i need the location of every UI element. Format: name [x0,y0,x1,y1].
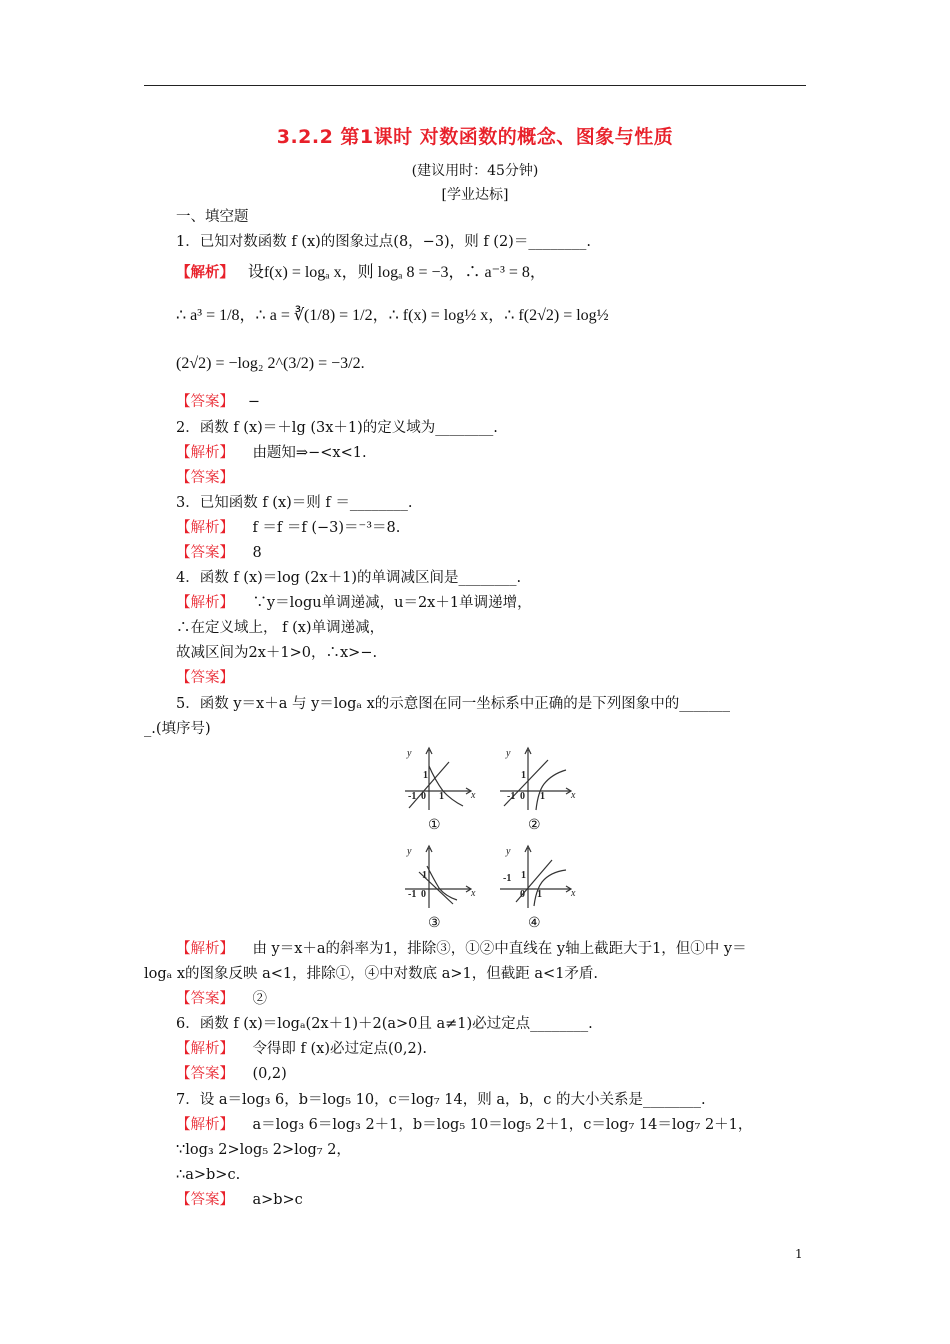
answer-tag: 【答案】 [176,1066,234,1082]
graph-2-tick-xm1: -1 [507,791,516,802]
q2-solution-row [176,443,367,463]
answer-tag: 【答案】 [176,545,234,561]
section-tag: [学业达标] [441,187,509,203]
time-note: (建议用时：45分钟) [411,163,539,179]
graph-1-tick-xm1: -1 [408,791,417,802]
q4-solution-line2: ∴在定义域上， f (x)单调递减， [176,620,385,636]
q5-answer: ② [252,991,267,1007]
q6-solution: 令得即 f (x)必过定点(0,2). [252,1041,427,1057]
q4-solution-line3: 故减区间为2x＋1>0，∴x>−. [176,645,378,661]
q7-solution-row [176,1115,752,1135]
q5-stem-cont: _.(填序号) [144,721,211,737]
q1-answer: − [247,394,260,410]
header-rule [144,85,806,86]
q5-solution-row [176,939,747,959]
graph-2-curve [536,770,566,810]
q1-answer-row [176,392,260,412]
q3-solution: f ＝f ＝f (−3)＝⁻³＝8. [252,520,401,536]
graph-2-y-label: y [506,748,511,759]
graph-3-tick-y1: 1 [422,870,427,881]
graph-2-tick-y1: 1 [521,770,526,781]
graph-1-tick-0: 0 [421,791,426,802]
jiexi-tag: 【解析】 [176,445,234,461]
jiexi-tag: 【解析】 [176,520,234,536]
graph-3-x-label: x [471,888,476,899]
jiexi-tag: 【解析】 [176,595,234,611]
q6-solution-row [176,1039,427,1059]
q1-solution-row [176,263,546,283]
q3-solution-row [176,518,400,538]
graph-4-tick-0: 0 [520,889,525,900]
q1-solution-line1: 设f(x) = logₐ x，则 logₐ 8 = −3，∴ a⁻³ = 8， [247,264,546,281]
q4-solution: ∵y＝logu单调递减，u＝2x＋1单调递增， [252,595,532,611]
graph-4-label: ④ [528,916,541,931]
q4-answer-row [176,668,234,688]
answer-tag: 【答案】 [176,1192,234,1208]
page-number: 1 [795,1247,803,1261]
graph-2-tick-x1: 1 [540,791,545,802]
q1-stem: 1．已知对数函数 f (x)的图象过点(8，−3)，则 f (2)＝________. [176,234,591,250]
q5-solution: 由 y＝x＋a的斜率为1，排除③，①②中直线在 y轴上截距大于1，但①中 y＝ [252,941,747,957]
q7-solution-line3: ∴a>b>c. [176,1167,241,1183]
q3-answer: 8 [252,545,262,561]
graph-4-x-label: x [571,888,576,899]
graph-3-y-label: y [407,846,412,857]
q2-solution: 由题知⇒−<x<1. [252,445,367,461]
graph-3-label: ③ [428,916,441,931]
q5-solution-line2: logₐ x的图象反映 a<1，排除①，④中对数底 a>1，但截距 a<1矛盾. [144,966,599,982]
graph-4-tick-ym1: -1 [503,873,512,884]
graph-2-x-label: x [571,790,576,801]
graph-2-tick-0: 0 [520,791,525,802]
q3-answer-row [176,543,262,563]
jiexi-tag: 【解析】 [176,264,234,281]
jiexi-tag: 【解析】 [176,1041,234,1057]
graph-4-tick-y1: 1 [521,870,526,881]
q5-stem: 5．函数 y＝x＋a 与 y＝logₐ x的示意图在同一坐标系中正确的是下列图象中的_______ [176,696,731,712]
answer-tag: 【答案】 [176,394,234,410]
graph-1-curve [429,766,463,806]
graph-1-tick-y1: 1 [423,770,428,781]
q4-stem: 4．函数 f (x)＝log (2x＋1)的单调减区间是________. [176,570,522,586]
answer-tag: 【答案】 [176,991,234,1007]
q4-solution-row [176,593,532,613]
q6-stem: 6．函数 f (x)＝logₐ(2x＋1)＋2(a>0且 a≠1)必过定点________. [176,1016,593,1032]
q7-solution: a＝log₃ 6＝log₃ 2＋1，b＝log₅ 10＝log₅ 2＋1，c＝log₇ 14＝log₇ 2＋1， [252,1117,753,1133]
graph-4-tick-x1: 1 [537,889,542,900]
q7-solution-line2: ∵log₃ 2>log₅ 2>log₇ 2， [176,1142,351,1158]
graph-1-y-label: y [407,748,412,759]
page-title: 3.2.2 第1课时 对数函数的概念、图象与性质 [276,126,674,148]
q3-stem: 3．已知函数 f (x)＝则 f ＝________. [176,495,413,511]
graph-1-x-label: x [471,790,476,801]
q6-answer: (0,2) [252,1066,287,1082]
q6-answer-row [176,1064,287,1084]
part-heading: 一、填空题 [176,209,249,225]
q5-answer-row [176,989,267,1009]
jiexi-tag: 【解析】 [176,1117,234,1133]
graph-3-tick-0: 0 [421,889,426,900]
graph-1-tick-x1: 1 [439,791,444,802]
q2-stem: 2．函数 f (x)＝＋lg (3x＋1)的定义域为________. [176,420,498,436]
graph-3-tick-xm1: -1 [408,889,417,900]
q7-answer: a>b>c [252,1192,303,1208]
graph-1-label: ① [428,818,441,833]
q2-answer-row [176,468,234,488]
answer-tag: 【答案】 [176,670,234,686]
q7-stem: 7．设 a＝log₃ 6，b＝log₅ 10，c＝log₇ 14，则 a，b，c 的大小关系是________. [176,1092,706,1108]
graph-2-label: ② [528,818,541,833]
q1-solution-line2: ∴ a³ = 1/8，∴ a = ∛(1/8) = 1/2，∴ f(x) = log½ x，∴ f(2√2) = log½ [176,307,609,324]
graph-4-y-label: y [506,846,511,857]
q7-answer-row [176,1190,303,1210]
jiexi-tag: 【解析】 [176,941,234,957]
q1-solution-line3: (2√2) = −log₂ 2^(3/2) = −3/2. [176,355,365,372]
answer-tag: 【答案】 [176,470,234,486]
q5-graphs-figure [395,742,585,932]
